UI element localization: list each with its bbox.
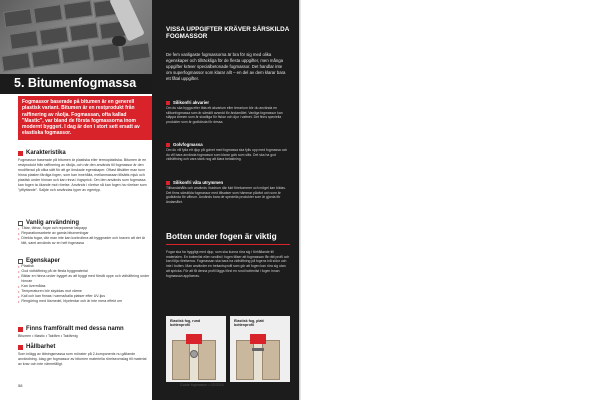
usage-section: [18, 220, 150, 246]
red-square-icon: [166, 143, 170, 147]
sustainability-section: [18, 344, 150, 367]
joint-diagram-round: [166, 316, 226, 382]
panel-lead: De fem vanligaste fogmassorna är bra för sig med olika egenskaper och tillräckliga för de flesta uppgifter, men många uppgifter kräver specialbetonade fogmassor. Det handlar inte om superfogmassor som klarar allt – en del av dem klarar bara ett fåtal uppgifter.: [166, 52, 286, 81]
characteristics-section: [18, 150, 150, 193]
red-square-icon: [18, 327, 23, 332]
book-spine: [299, 0, 301, 400]
panel-section: [166, 100, 290, 124]
diagram-label: Elastisk fog, platt bottenprofil: [234, 319, 264, 328]
red-square-icon: [166, 181, 170, 185]
section-title: 5. Bitumenfogmassa: [14, 76, 137, 90]
section-title-bar: [0, 74, 152, 94]
panel-section-text: Om du ska bygga eller täta ett akvarium eller terrarium bör du använda en silikonfogmassa som är särskilt avsedd för ändamålet. Vanliga fogmassor kan släppa ämnen som är skadliga för fiskar och djur i vattnet. Det finns speciella produkter som är godkända för dessa.: [166, 106, 283, 124]
panel-section-heading: Golvfogmassa: [173, 142, 203, 147]
panel-section: [166, 180, 290, 204]
list-item: • Temperaturen bör skyddas mot värme: [18, 289, 82, 294]
sustainability-text: Som inlägg av tätningsmassa som mönster på 2-komponents nu gällande användning. Idag ger fogmassor av bitumen materiella rörelseomslag till material av krav och inte värmetåligt.: [18, 352, 147, 366]
list-item: • Rengöring med lösmedel, blyeterdar och är inte mera effekt om: [18, 299, 123, 304]
list-item: • Plastisk: [18, 264, 34, 269]
list-item: • Bildar en hinna under bygget av att byggt med förstå uppe och vidhäftning under hinnan: [18, 274, 150, 283]
list-item: • Kan övermålas: [18, 284, 46, 289]
joint-diagram-flat: [230, 316, 290, 382]
list-item: • Tätar, tätnar, fogar och reparerar takpapp: [18, 226, 88, 231]
characteristics-text: Fogmassor baserade på bitumen är plastiska eller termoplastiska. Bitumen är en restprodukt från raffinering av råolja, och när den används till fogmassor är den modifierad på olika sätt för att ge önskade egenskaper. Oftast tillsätter man tunn hinna plasten färdiga fogen, som kan innehålla, mellanmassan tillsätts mjuk och plastisk under hinnan och kan rinna i fogsprick. Om den används som fogmassa kan fogen ta ökande mot rörelse. Används i rörelse så kan fogen ha rörelser som "ytflyttande". Saljde och användas typer av egentyp.: [18, 158, 147, 192]
list-item: • Kall och kan finnas i varma/kalla platser efter UV-ljus: [18, 294, 106, 299]
sustainability-heading: Hållbarhet: [26, 344, 56, 350]
forms-heading: Finns framförallt med dessa namn: [26, 326, 124, 332]
red-square-icon: [18, 345, 23, 350]
characteristics-heading: Karakteristika: [26, 150, 66, 156]
usage-heading: Vanlig användning: [26, 220, 80, 226]
round-backer-icon: [190, 350, 198, 358]
panel-headline: VISSA UPPGIFTER KRÄVER SÄRSKILDA FOGMASSOR: [166, 26, 290, 41]
list-item: • Direkta fogar, där man inte kan kontrollera att byggnader och kraven att det är tätt, samt används av en helt fogmassa: [18, 236, 146, 245]
forms-section: [18, 326, 150, 339]
properties-section: [18, 258, 150, 304]
intro-box: Fogmassor baserade på bitumen är en generell plastisk variant. Bitumen är en restprodukt från raffinering av råolja. Fogmassan, ofta kallad "Mastic", var bland de första fogmassorna inom modernt byggeri. I dag är den i stort sett ersatt av elastiska fogmassor.: [18, 96, 152, 140]
checkbox-icon: [18, 221, 23, 226]
panel-section-heading: Silikonfri våta utrymmen: [173, 180, 224, 185]
list-item: • Reparationsarbete av gamla bitumenfogar: [18, 231, 89, 236]
red-square-icon: [166, 101, 170, 105]
list-item: • God vidhäftning på de flesta byggmaterial: [18, 269, 88, 274]
page-number: 58: [18, 383, 23, 388]
panel-section-heading: Silikonfri akvarier: [173, 100, 210, 105]
panel-section: [166, 142, 290, 162]
footer-text: Guide fogmassor • 02/2024: [180, 383, 224, 387]
forms-text: Bitumen • Mastic • Takfärn • Takfärnig: [18, 334, 78, 338]
checkbox-icon: [18, 259, 23, 264]
right-page-blank: [300, 0, 600, 400]
bottom-heading: Botten under fogen är viktig: [166, 232, 290, 245]
red-square-icon: [18, 151, 23, 156]
flat-backer-icon: [252, 348, 264, 351]
panel-section-text: Om du vill fylla ett djup på golvet med fogmassa ska fylls upp med fogmassa och du vill bara använda fogmassor som klarar golv som slits. Det ska ha god vidhäftning och vara stark nog att klara belastning.: [166, 148, 288, 162]
panel-section-text: Tillhandahålls och används i badrum där fukt förekommer och mögel kan bildas. Det finns särskilda fogmassor med tillsatser som hämmar påväxt och som är godkända för våtrum. Används bara de speciella produkter som är gjorda för ändamålet.: [166, 186, 286, 204]
bottom-text: Fogar ska ha hyggligt med djup, som ska kunna röra sig i förhållande till materialen. En bottenlist eller rundlist i fogen tillser att fogmassan får rätt profil och kan följa rörelserna. Fogmassan ska bara ha vidhäftning på fogens två sidor och inte i botten. Man använder en trekantsprofil som gör att fogen kan röra sig utan att spricka. För att få denna profil läggs först en rund bottenlist i fogen innan fogmassan appliceras.: [166, 250, 290, 278]
dark-panel: [152, 0, 300, 400]
properties-heading: Egenskaper: [26, 258, 61, 264]
diagram-label: Elastisk fog, rund bottenprofil: [170, 319, 201, 328]
